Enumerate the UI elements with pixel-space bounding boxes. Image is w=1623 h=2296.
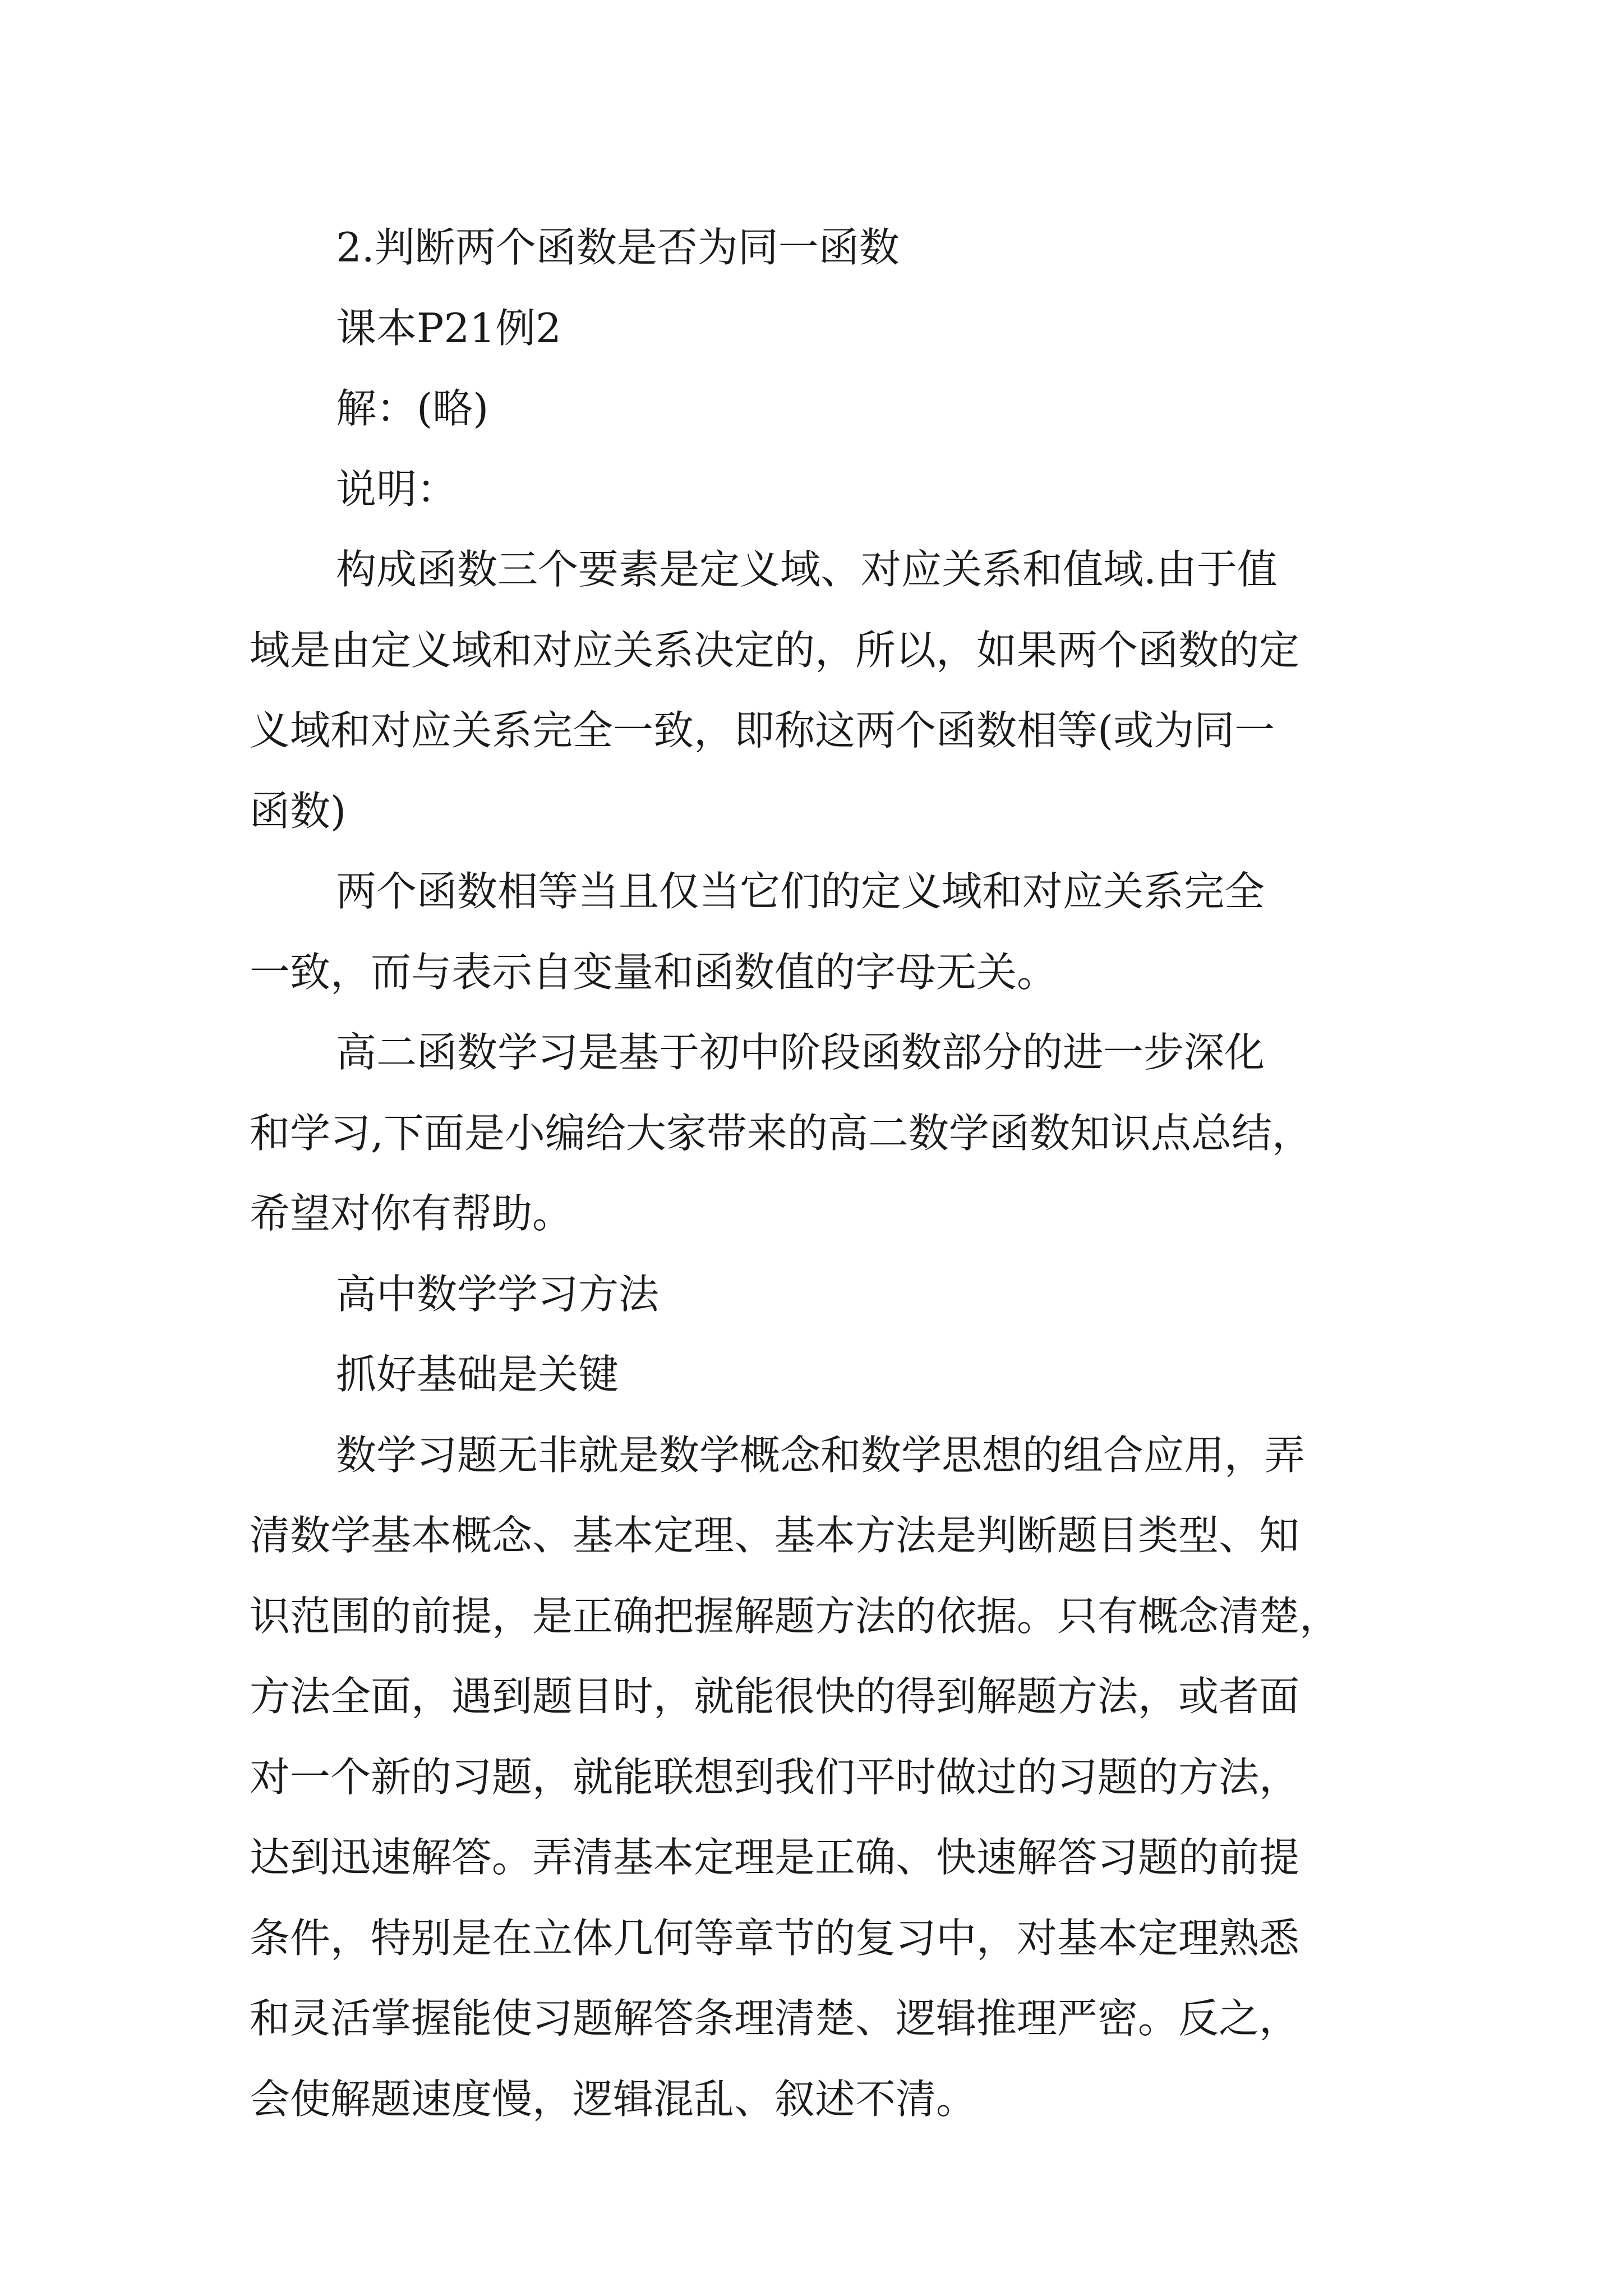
text-line: 一致，而与表示自变量和函数值的字母无关。 xyxy=(250,948,1058,996)
text-line: 义域和对应关系完全一致，即称这两个函数相等(或为同一 xyxy=(250,707,1275,754)
text-line: 课本P21例2 xyxy=(336,304,561,352)
text-line: 希望对你有帮助。 xyxy=(250,1190,573,1237)
text-line: 解：(略) xyxy=(336,385,489,432)
text-line: 和学习,下面是小编给大家带来的高二数学函数知识点总结， xyxy=(250,1109,1312,1157)
text-line: 高二函数学习是基于初中阶段函数部分的进一步深化 xyxy=(336,1029,1265,1076)
document-body xyxy=(250,208,1388,2139)
text-line: 达到迅速解答。弄清基本定理是正确、快速解答习题的前提 xyxy=(250,1834,1300,1881)
text-line: 说明： xyxy=(336,465,458,513)
text-line: 高中数学学习方法 xyxy=(336,1270,660,1318)
text-line: 数学习题无非就是数学概念和数学思想的组合应用，弄 xyxy=(336,1431,1306,1479)
text-line: 抓好基础是关键 xyxy=(336,1351,619,1398)
text-line: 对一个新的习题，就能联想到我们平时做过的习题的方法， xyxy=(250,1753,1300,1801)
text-line: 会使解题速度慢，逻辑混乱、叙述不清。 xyxy=(250,2075,977,2123)
text-line: 方法全面，遇到题目时，就能很快的得到解题方法，或者面 xyxy=(250,1673,1300,1720)
text-line: 清数学基本概念、基本定理、基本方法是判断题目类型、知 xyxy=(250,1512,1300,1559)
text-line: 条件，特别是在立体几何等章节的复习中，对基本定理熟悉 xyxy=(250,1914,1300,1962)
text-line: 2.判断两个函数是否为同一函数 xyxy=(336,224,900,271)
text-line: 识范围的前提，是正确把握解题方法的依据。只有概念清楚， xyxy=(250,1592,1340,1640)
text-line: 函数) xyxy=(250,787,347,835)
text-line: 构成函数三个要素是定义域、对应关系和值域.由于值 xyxy=(336,546,1278,593)
text-line: 域是由定义域和对应关系决定的，所以，如果两个函数的定 xyxy=(250,626,1300,674)
text-line: 两个函数相等当且仅当它们的定义域和对应关系完全 xyxy=(336,868,1265,915)
text-line: 和灵活掌握能使习题解答条理清楚、逻辑推理严密。反之， xyxy=(250,1995,1300,2042)
